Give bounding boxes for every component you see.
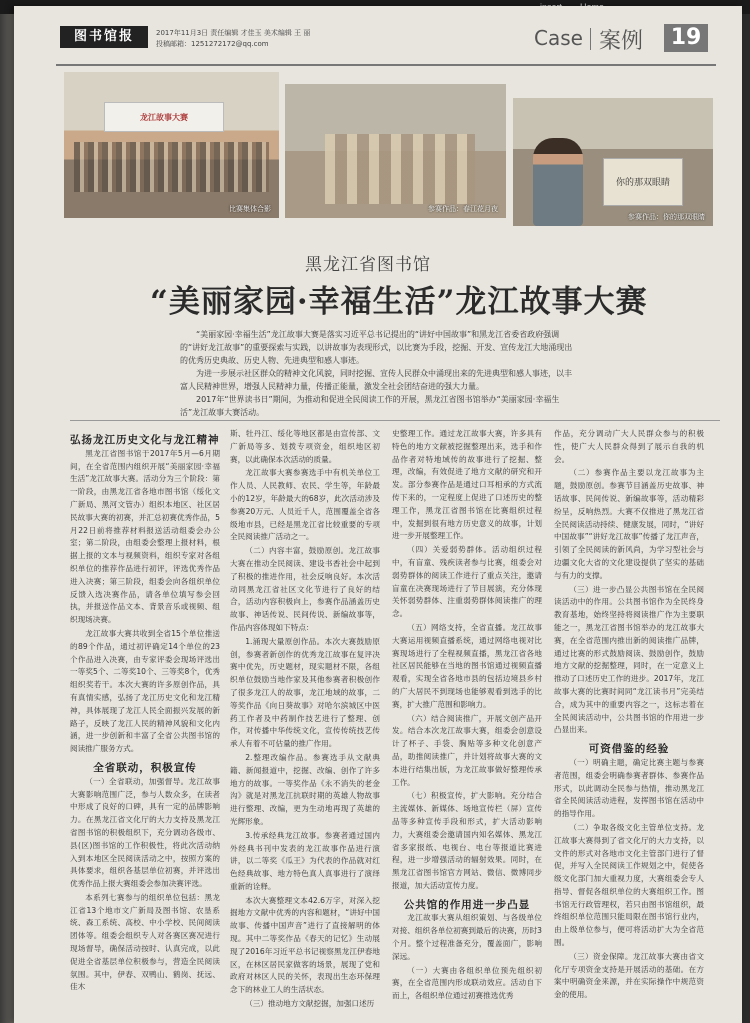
article-column-4 <box>554 428 704 1018</box>
body-paragraph: （一）明确主题，确定比赛主题与参赛者范围，组委会明确参赛者群体、参赛作品形式，以此调动全民参与热情，推动黑龙江省全民阅读活动进程，发挥图书馆在活动中的指导作用。 <box>554 757 704 819</box>
page-number: 19 <box>664 24 708 52</box>
body-paragraph: 龙江故事大赛从组织策划、与各级单位对接、组织各单位初赛到最后的决赛，历时3个月。整个过程准备充分，覆盖面广，影响深远。 <box>392 913 542 961</box>
newspaper-logo: 图书馆报 <box>60 26 148 48</box>
body-paragraph: （五）网络支持，全省直播。龙江故事大赛运用视频直播系统，通过网络电视对比赛现场进行了全程视频直播，黑龙江省各地社区居民能够在当地的图书馆通过视频直播观看，实现全省各地市县的包括边境县乡村的广大居民不到现场也能够观看到选手的比赛，扩大推广范围和影响力。 <box>392 622 542 709</box>
article-column-1 <box>70 428 220 1018</box>
section-heading: 可资借鉴的经验 <box>588 743 670 756</box>
photo-caption: 比赛集体合影 <box>229 205 271 213</box>
photo-singers <box>325 134 475 204</box>
body-paragraph: 本次大赛整理文本42.6万字，对深入挖掘地方文献中优秀的内容和题材，“讲好中国故事、传播中国声音”进行了直接解明的体现。其中二等奖作品《春天的记忆》生动展现了2016年习近平总书记视察黑龙江伊春地区，在林区居民家做客的场景，展现了党和政府对林区人民的关怀，表现出生态环保理念下的林业工人的生活状态。 <box>230 895 380 995</box>
body-paragraph: 本系列七赛参与的组织单位包括：黑龙江省13个地市文广新局及图书馆、农垦系统、森工系统、高校、中小学校、民间阅读团体等。组委会组织专人对各赛区赛况进行现场督导，确保活动按时、认真完成，以此促进全省基层单位积极参与，营造全民阅读氛围。其中，伊春、双鸭山、鹤岗、抚远、佳木 <box>70 892 220 992</box>
section-divider <box>590 28 591 50</box>
body-paragraph: （六）结合阅读推广，开展文创产品开发。结合本次龙江故事大赛，组委会创意设计了杯子、手袋、胸贴等多种文化创意产品，助推阅读推广，并计划将故事大赛的文本进行结集出版，为龙江故事做好整理传承工作。 <box>392 713 542 787</box>
body-paragraph: （二）内容丰富，鼓励原创。龙江故事大赛在推动全民阅读、建设书香社会中起到了积极的推进作用，社会反响良好。本次活动同黑龙江省社区文化节进行了良好的结合，活动内容积极向上，参赛作品涵盖历史故事、神话传说、民间传说、新编故事等，作品内容体现如下特点： <box>230 546 380 632</box>
section-heading: 公共馆的作用进一步凸显 <box>403 898 531 911</box>
edition-info: 2017年11月3日 责任编辑 才佳玉 美术编辑 王 丽 <box>156 29 311 37</box>
photo-screen: 你的那双眼睛 <box>603 158 683 206</box>
body-paragraph: （二）争取各级文化主管单位支持。龙江故事大赛得到了省文化厅的大力支持，以文件的形式对各地市文化主管部门进行了督促，并写入全民阅读工作规划之中，促使各级文化部门加大重视力度，大赛组委会专人指导、督促各组织单位的大赛组织工作。图书馆无行政管理权，若只由图书馆组织，最终组织单位范围只能局限在图书馆行业内，由上级单位参与，便可将活动扩大为全省范围。 <box>554 822 704 948</box>
body-paragraph: 斯、牡丹江、绥化等地区都是由宣传部、文广新局等多、划拨专项资金，组织地区初赛，以此确保本次活动的质量。 <box>230 429 380 464</box>
body-paragraph: （三）推动地方文献挖掘，加强口述历 <box>245 999 375 1009</box>
photo-group <box>64 72 279 218</box>
body-paragraph: 黑龙江省图书馆于2017年5月—6月期间，在全省范围内组织开展“美丽家园·幸福生活”龙江故事大赛。活动分为三个阶段：第一阶段，由黑龙江省各地市图书馆（绥化文广新局、黑河文管办）组织本地区、社区居民故事大赛的初赛，并汇总初赛优秀作品，5月22日前将推荐材料报送活动组委会办公室；第二阶段，由组委会整理上报材料，根据上报的文本与视频资料，组织专家对各组织单位的推荐作品进行初评，评选优秀作品进入决赛；第三阶段，组委会向各组织单位反馈入选决赛作品，请各单位填写参会回执，并报送作品文本、背景音乐或视频、组织现场决赛。 <box>70 448 220 625</box>
body-paragraph: （一）全省联动，加强督导。龙江故事大赛影响范围广泛，参与人数众多，在读者中形成了良好的口碑，具有一定的品牌影响力。在黑龙江省文化厅的大力支持及黑龙江省图书馆的积极组织下，充分调动各级市、县(区)图书馆的工作积极性，将此次活动纳入到本地区全民阅读活动之中，按照方案的具体要求，组织各基层单位初赛，并评选出优秀作品上报大赛组委会参加决赛评选。 <box>70 776 220 889</box>
lead-paragraph: 为进一步展示社区群众的精神文化风貌，同时挖掘、宣传人民群众中涌现出来的先进典型和感人事迹，以丰富人民精神世界，增强人民精神力量，传播正能量，激发全社会团结奋进的强大力量。 <box>180 369 572 391</box>
article-headline: “美丽家园·幸福生活”龙江故事大赛 <box>150 284 648 320</box>
body-paragraph: 史整理工作。通过龙江故事大赛，许多具有特色的地方文献被挖掘整理出来，选手和作品作者对特地域传的故事进行了挖掘、整理，改编，有效促进了地方文献的研究和开发。部分参赛作品是通过口耳相承的方式流传下来的，一定程度上促进了口述历史的整理工作，黑龙江省图书馆在比赛组织过程中，发掘到很有地方历史意义的故事，计划进一步开展整理工作。 <box>392 429 542 541</box>
body-paragraph: （四）关爱弱势群体。活动组织过程中，有盲童、残疾读者参与比赛，组委会对弱势群体的阅读工作进行了重点关注，邀请盲童在决赛现场进行了节目展演，充分体现关怀弱势群体、注重弱势群体阅读推广的理念。 <box>392 545 542 619</box>
body-paragraph: （三）资金保障。龙江故事大赛由省文化厅专项资金支持是开展活动的基础。在方案中明确资金来源，并在实际操作中规范资金的使用。 <box>554 951 704 1000</box>
section-heading: 弘扬龙江历史文化与龙江精神 <box>70 434 220 446</box>
body-paragraph: （二）参赛作品主要以龙江故事为主题，鼓励原创。参赛节目涵盖历史故事、神话故事、民间传说、新编故事等，活动精彩纷呈，反响热烈。大赛不仅推进了黑龙江省全民阅读活动持续、健康发展，同时，“讲好中国故事”“讲好龙江故事”传播了龙江声音，引领了全民阅读的新风尚，为学习型社会与边疆文化大省的文化建设提供了坚实的基础与有力的支撑。 <box>554 468 704 580</box>
masthead <box>56 22 726 62</box>
body-paragraph: （七）积极宣传，扩大影响。充分结合主流媒体、新媒体、场地宣传栏（屏）宣传品等多种宣传手段和形式，扩大活动影响力，大赛组委会邀请国内知名媒体、黑龙江省多家报纸、电视台、电台等报道比赛进程，进一步增强活动的辐射效果。同时，在黑龙江省图书馆官方网站、微信、微博同步报道，加大活动宣传力度。 <box>392 791 542 890</box>
lead-paragraph: “美丽家园·幸福生活”龙江故事大赛是落实习近平总书记提出的“讲好中国故事”和黑龙江省委省政府强调的“讲好龙江故事”的重要探索与实践，以讲故事为表现形式，以比赛为手段，挖掘、开发、宣传龙江大地涌现出的优秀历史典故、历史人物、先进典型和感人事迹。 <box>180 330 573 365</box>
photo-performance <box>285 84 506 218</box>
photo-crowd <box>74 142 269 192</box>
lead-paragraph: 2017年“世界读书日”期间，为推动和促进全民阅读工作的开展，黑龙江省图书馆举办“美丽家园·幸福生活”龙江故事大赛活动。 <box>180 395 560 417</box>
body-paragraph: （三）进一步凸显公共图书馆在全民阅读活动中的作用。公共图书馆作为全民终身教育基地，始终坚持将阅读推广作为主要职能之一，黑龙江省图书馆举办的龙江故事大赛，在全省范围内推出新的阅读推广品牌，通过比赛的形式鼓励阅读、鼓励创作，鼓励地方文献的挖掘整理，同时，在一定意义上推动了口述历史工作的进步。2017年，龙江故事大赛的比赛时间同“龙江读书月”完美结合，成为其中的重要内容之一，这标志着在全民阅读活动中，公共图书馆的作用进一步凸显出来。 <box>554 584 704 735</box>
section-heading: 全省联动，积极宣传 <box>93 761 197 774</box>
photo-caption: 参赛作品：春江花月夜 <box>428 205 498 213</box>
photo-speaker <box>513 98 713 226</box>
lead-rule <box>70 420 720 421</box>
photo-caption: 参赛作品：你的那双眼睛 <box>628 213 705 221</box>
section-title-zh: 案例 <box>599 29 644 54</box>
article-column-3 <box>392 428 542 1018</box>
photo-speaker-figure <box>533 138 583 226</box>
body-paragraph: 2.整理改编作品。参赛选手从文献典籍、新闻报道中，挖掘、改编、创作了许多地方的故事。一等奖作品《永不消失的老金沟》就是对黑龙江抗联时期的英雄人物故事进行整理、改编，更为生动地再现了英雄的光辉形象。 <box>230 752 380 826</box>
body-paragraph: 3.传承经典龙江故事。参赛者通过国内外经典书刊中发表的龙江故事作品进行演讲，以二等奖《瓜王》为代表的作品就对红色经典故事、地方特色真人真事进行了演绎重新的诠释。 <box>230 830 380 891</box>
photo-banner: 龙江故事大赛 <box>104 102 224 132</box>
body-paragraph: 作品，充分调动广大人民群众参与的积极性，使广大人民群众得到了展示自我的机会。 <box>554 429 704 464</box>
body-paragraph: 龙江故事大赛参赛选手中有机关单位工作人员、人民教师、农民、学生等，年龄最小的12岁，年龄最大的68岁，此次活动涉及参赛20万元、人员近千人，范围覆盖全省各级地市县，已经是黑龙江省比较重要的专项全民阅读推广活动之一。 <box>230 468 380 542</box>
section-title-en: Case <box>534 26 583 50</box>
submission-email: 投稿邮箱：1251272172@qq.com <box>156 40 269 48</box>
body-paragraph: （一）大赛由各组织单位预先组织初赛，在全省范围内形成联动效应。活动自下而上，各组织单位通过初赛推选优秀 <box>392 965 542 1001</box>
masthead-rule <box>56 64 716 66</box>
body-paragraph: 1.涌现大量原创作品。本次大赛鼓励原创，参赛者新创作的优秀龙江故事在复评决赛中优先，历史题材，现实题材不限，各组织单位鼓励当地作家及其他参赛者积极创作了很多龙江人的故事，龙江地域的故事，二等奖作品《向日葵故事》对哈尔滨城区中医药工作者及中药制作技艺进行了整理、创作，对传播中华传统文化，宣传传统技艺传承人有着不可估量的推广作用。 <box>230 636 380 749</box>
body-paragraph: 龙江故事大赛共收到全省15个单位推送的89个作品，通过初评确定14个单位的23个作品进入决赛，由专家评委会现场评选出一等奖5个、二等奖10个、三等奖8个，优秀组织奖若干。本次大赛的许多原创作品，具有真情实感，弘扬了龙江历史文化和龙江精神，具体展现了龙江人民全面振兴发展的新路子，反映了龙江人民的精神风貌和文化内涵，进一步创新和丰富了全省公共图书馆的阅读推广服务方式。 <box>70 628 220 754</box>
article-column-2 <box>230 428 380 1018</box>
article-lead <box>180 328 575 419</box>
article-kicker: 黑龙江省图书馆 <box>305 255 431 275</box>
page-edge <box>0 14 14 1023</box>
